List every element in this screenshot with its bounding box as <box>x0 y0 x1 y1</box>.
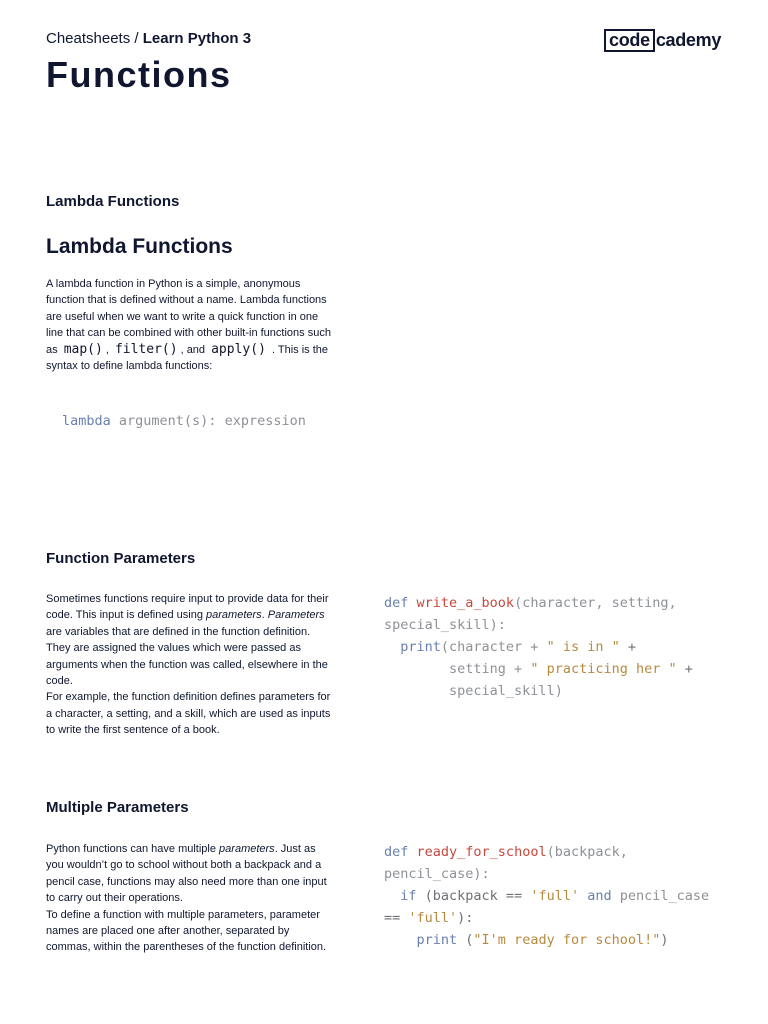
inline-code-map: map() <box>63 341 103 357</box>
breadcrumb-separator: / <box>130 30 143 47</box>
code-text: + <box>676 661 693 677</box>
text-span: are variables that are defined in the function definition. They are assigned the values which were passed as arguments when the function was called, elsewhere in the code. <box>46 625 328 688</box>
lambda-sep-2: , and <box>180 343 206 356</box>
code-keyword: def <box>384 844 409 860</box>
code-text: (character, setting, <box>514 595 677 611</box>
text-span: Python functions can have multiple <box>46 843 220 855</box>
code-keyword: def <box>384 595 409 611</box>
code-string: 'full' <box>408 910 458 926</box>
code-text: + <box>619 639 636 655</box>
code-string: "I'm ready for school!" <box>473 932 661 948</box>
lambda-sep-1: , <box>105 343 109 356</box>
section-heading-function-parameters: Function Parameters <box>46 550 196 567</box>
page-title: Functions <box>46 54 232 95</box>
code-keyword: lambda <box>62 413 111 429</box>
parameters-paragraph-2: For example, the function definition defines parameters for a character, a setting, and a skill, which are used as inputs to write the first sentence of a book. <box>46 691 331 737</box>
code-keyword: and <box>587 888 612 904</box>
code-builtin: print <box>400 639 441 655</box>
multiple-description <box>46 841 336 956</box>
section-heading-lambda: Lambda Functions <box>46 193 180 210</box>
text-span: . Just as you wouldn’t go to school without both a backpack and a pencil case, functions may also need more than one input to carry out their operations. <box>46 843 327 905</box>
code-function-name: write_a_book <box>416 595 515 611</box>
logo-boxed-text: code <box>604 29 655 52</box>
multiple-code-block <box>384 841 709 951</box>
codecademy-logo[interactable] <box>604 29 721 52</box>
multiple-paragraph-1 <box>46 841 336 907</box>
code-text: special_skill): <box>384 617 506 633</box>
logo-rest-text: cademy <box>655 30 722 50</box>
emphasis-parameters: parameters <box>206 609 262 622</box>
text-span: . <box>261 609 268 622</box>
emphasis-parameters-2: Parameters <box>267 609 325 622</box>
code-builtin: print <box>416 932 458 948</box>
inline-code-apply: apply() <box>211 341 266 357</box>
lambda-description <box>46 276 336 374</box>
inline-code-filter: filter() <box>114 341 178 357</box>
code-text: ): <box>457 910 474 926</box>
code-text: (backpack == <box>416 888 531 904</box>
subheading-lambda: Lambda Functions <box>46 235 233 258</box>
breadcrumb <box>46 30 251 47</box>
code-string: " is in " <box>546 639 620 655</box>
code-function-name: ready_for_school <box>416 844 547 860</box>
lambda-text-2: . This is the syntax to define lambda functions: <box>46 343 329 373</box>
code-keyword: if <box>400 888 417 904</box>
code-text: ( <box>457 932 474 948</box>
parameters-code-block <box>384 592 693 702</box>
code-text: (character + <box>440 639 547 655</box>
emphasis-parameters: parameters <box>219 843 275 855</box>
text-span: Sometimes functions require input to provide data for their code. This input is defined using <box>46 593 329 622</box>
code-string: 'full' <box>530 888 580 904</box>
code-text: special_skill) <box>449 683 563 699</box>
lambda-text-1: A lambda function in Python is a simple, anonymous function that is defined without a name. Lambda functions are useful when we want to write a quick function in one line that can be combined with other built-in functions such as <box>46 278 331 356</box>
code-string: " practicing her " <box>530 661 677 677</box>
code-text: (backpack, <box>546 844 628 860</box>
code-text: setting + <box>449 661 531 677</box>
code-text: argument(s): expression <box>110 413 306 429</box>
code-text: ) <box>660 932 669 948</box>
code-text: == <box>384 910 409 926</box>
breadcrumb-current[interactable]: Learn Python 3 <box>142 30 252 47</box>
code-text: pencil_case): <box>384 866 490 882</box>
code-text: pencil_case <box>611 888 710 904</box>
breadcrumb-parent-link[interactable]: Cheatsheets <box>46 30 131 47</box>
parameters-description <box>46 591 336 739</box>
lambda-code-block <box>62 410 306 432</box>
section-heading-multiple-parameters: Multiple Parameters <box>46 799 189 816</box>
parameters-paragraph-1 <box>46 591 336 689</box>
multiple-paragraph-2: To define a function with multiple parameters, parameter names are placed one after another, separated by commas, within the parentheses of the function definition. <box>46 908 327 954</box>
